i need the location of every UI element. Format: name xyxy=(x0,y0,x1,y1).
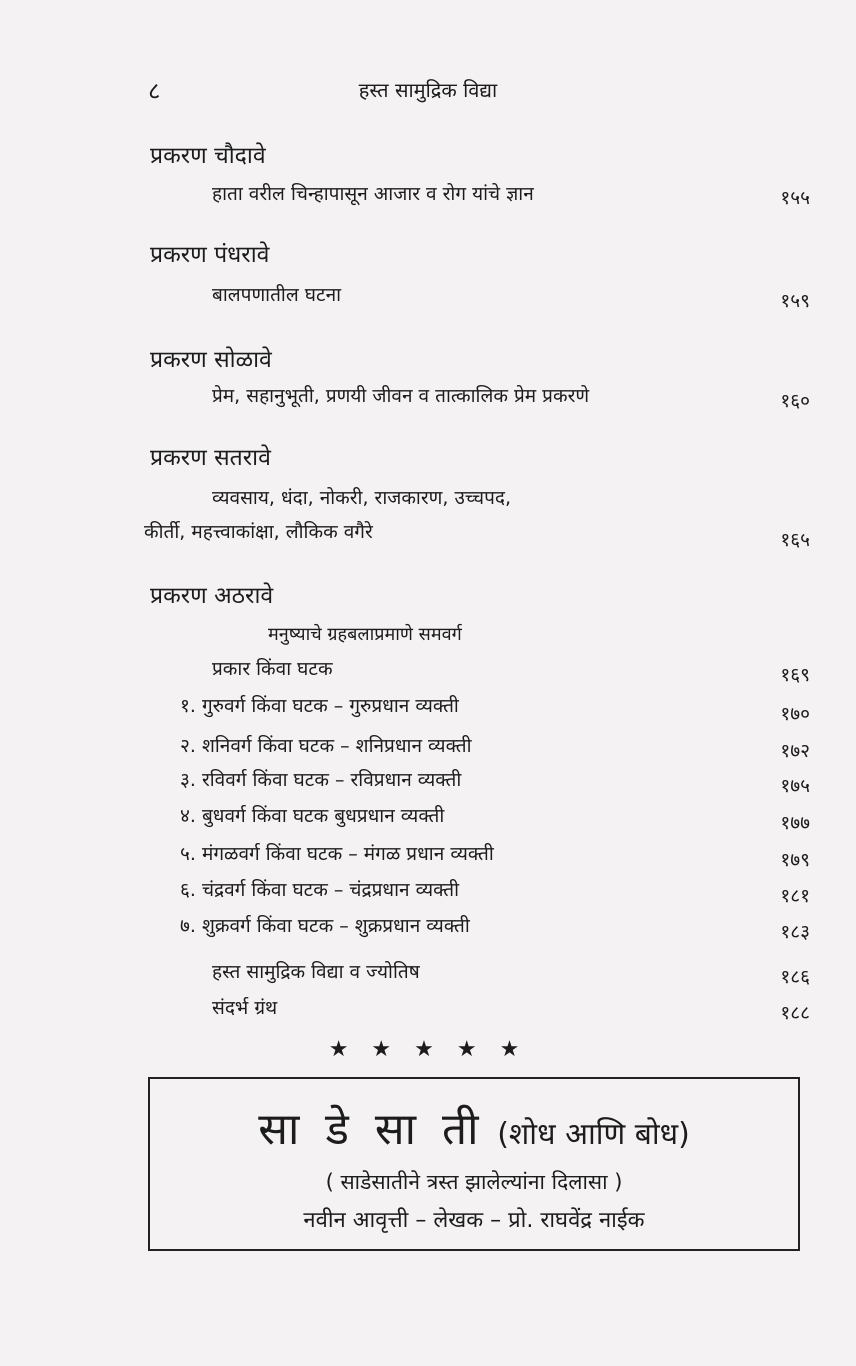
chapter-title: प्रकरण सोळावे xyxy=(150,347,272,373)
toc-page-number: १७२ xyxy=(780,740,810,762)
chapter-title: प्रकरण चौदावे xyxy=(150,143,266,169)
toc-entry: प्रेम, सहानुभूती, प्रणयी जीवन व तात्कालिक प्रेम प्रकरणे xyxy=(212,385,590,407)
toc-page-number: १८३ xyxy=(780,921,810,943)
advert-author-line: नवीन आवृत्ती – लेखक – प्रो. राघवेंद्र नाईक xyxy=(303,1208,645,1233)
toc-page-number: १५९ xyxy=(780,290,810,312)
toc-page-number: १७० xyxy=(780,703,810,725)
toc-page-number: १६० xyxy=(780,390,810,412)
toc-page-number: १६५ xyxy=(780,529,810,551)
toc-entry: व्यवसाय, धंदा, नोकरी, राजकारण, उच्चपद, xyxy=(212,487,512,509)
running-head: हस्त सामुद्रिक विद्या xyxy=(358,78,498,102)
toc-entry: ४. बुधवर्ग किंवा घटक बुधप्रधान व्यक्ती xyxy=(180,805,445,827)
toc-page-number: १७९ xyxy=(780,849,810,871)
toc-page-number: १८६ xyxy=(780,966,810,988)
advert-title-paren: (शोध आणि बोध) xyxy=(497,1117,690,1152)
chapter-title: प्रकरण पंधरावे xyxy=(150,242,270,268)
star-divider: ★ ★ ★ ★ ★ xyxy=(328,1037,528,1062)
toc-page-number: १५५ xyxy=(780,187,810,209)
toc-entry: ६. चंद्रवर्ग किंवा घटक – चंद्रप्रधान व्यक्ती xyxy=(180,879,460,901)
toc-entry: प्रकार किंवा घटक xyxy=(212,658,333,680)
page-number: ८ xyxy=(148,77,161,105)
toc-entry: हस्त सामुद्रिक विद्या व ज्योतिष xyxy=(212,961,420,983)
toc-entry: ५. मंगळवर्ग किंवा घटक – मंगळ प्रधान व्यक्ती xyxy=(180,843,494,865)
toc-entry: १. गुरुवर्ग किंवा घटक – गुरुप्रधान व्यक्ती xyxy=(180,695,459,717)
toc-page-number: १८१ xyxy=(780,885,810,907)
chapter-title: प्रकरण अठरावे xyxy=(150,583,274,609)
toc-page-number: १६९ xyxy=(780,664,810,686)
chapter-title: प्रकरण सतरावे xyxy=(150,445,271,471)
toc-entry: मनुष्याचे ग्रहबलाप्रमाणे समवर्ग xyxy=(268,624,462,645)
advert-title-main: सा डे सा ती xyxy=(258,1104,485,1155)
toc-page-number: १७५ xyxy=(780,775,810,797)
advert-subtitle: ( साडेसातीने त्रस्त झालेल्यांना दिलासा ) xyxy=(325,1170,623,1194)
toc-entry: ३. रविवर्ग किंवा घटक – रविप्रधान व्यक्ती xyxy=(180,769,462,791)
toc-entry: २. शनिवर्ग किंवा घटक – शनिप्रधान व्यक्ती xyxy=(180,735,472,757)
toc-page-number: १७७ xyxy=(780,812,810,834)
toc-page-number: १८८ xyxy=(780,1002,810,1024)
toc-entry: कीर्ती, महत्त्वाकांक्षा, लौकिक वगैरे xyxy=(144,521,373,543)
toc-entry: बालपणातील घटना xyxy=(212,284,342,306)
advert-title xyxy=(150,1097,798,1157)
toc-entry: संदर्भ ग्रंथ xyxy=(212,997,278,1019)
toc-entry: ७. शुक्रवर्ग किंवा घटक – शुक्रप्रधान व्यक्ती xyxy=(180,915,470,937)
advert-box xyxy=(148,1077,800,1251)
toc-entry: हाता वरील चिन्हापासून आजार व रोग यांचे ज्ञान xyxy=(212,183,534,205)
